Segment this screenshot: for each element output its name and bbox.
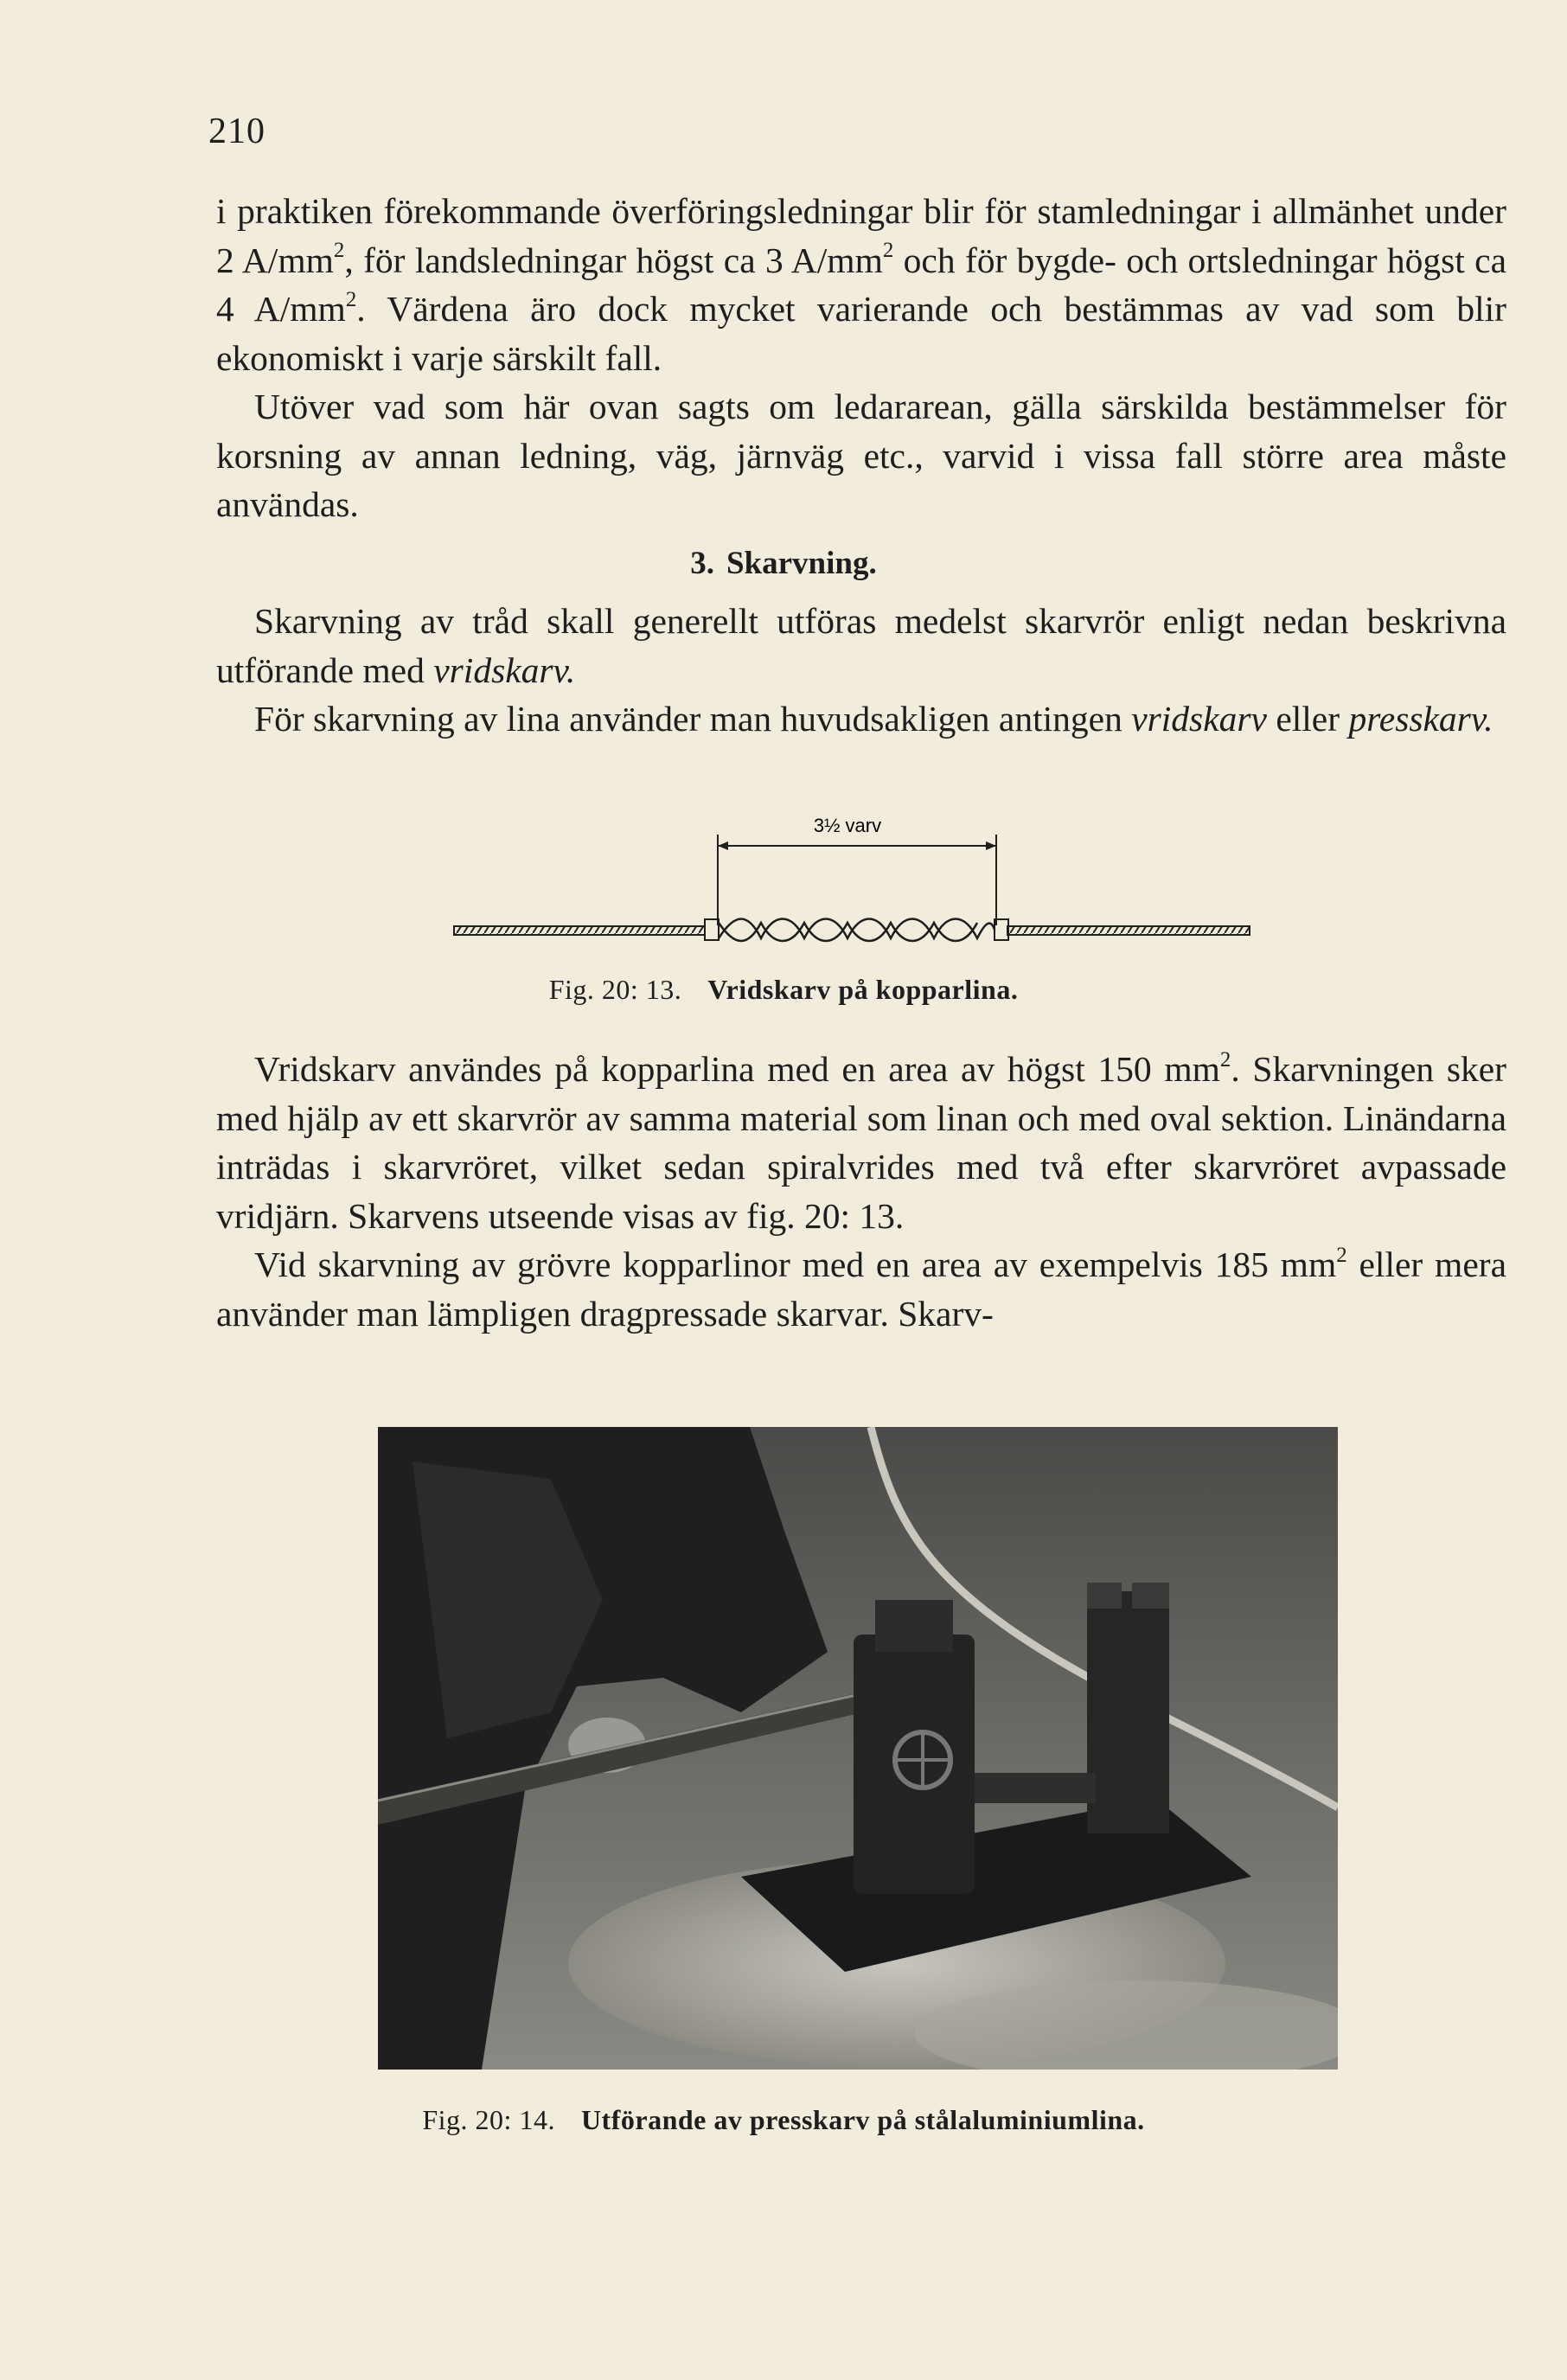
text-block-top — [216, 187, 1506, 529]
superscript: 2 — [882, 239, 894, 263]
figure-2-caption — [0, 2104, 1567, 2136]
italic-term: vridskarv. — [433, 649, 576, 690]
text-block-after-figure — [216, 1045, 1506, 1338]
conductor-right — [1007, 926, 1250, 935]
sleeve-end-left — [705, 919, 719, 940]
section-title: Skarvning. — [726, 546, 877, 581]
superscript: 2 — [1219, 1047, 1231, 1072]
page-number: 210 — [208, 112, 265, 151]
press-splice-photo — [378, 1427, 1338, 2070]
splice-diagram-svg — [450, 809, 1254, 964]
italic-term: vridskarv — [1131, 699, 1267, 739]
photo-illustration — [378, 1427, 1338, 2070]
paragraph: Vid skarvning av grövre kopparlinor med en area av exempelvis 185 $mm^2$ eller mera använder man lämpligen dragpressade skarvar. Skarv- — [216, 1243, 1506, 1334]
superscript: 2 — [345, 287, 357, 311]
superscript: 2 — [333, 239, 345, 263]
paragraph: Utöver vad som här ovan sagts om ledararean, gälla särskilda bestämmelser för korsning av annan ledning, väg, järnväg etc., varvid i vissa fall större area måste användas. — [216, 387, 1506, 524]
press-block — [1087, 1591, 1169, 1833]
text-block-section — [216, 597, 1506, 744]
italic-term: presskarv. — [1348, 699, 1493, 739]
dimension-arrow-right — [986, 841, 996, 850]
paragraph: För skarvning av lina använder man huvudsakligen antingen vridskarv eller presskarv. — [254, 699, 1493, 739]
press-body — [854, 1635, 975, 1894]
caption-number: Fig. 20: 14. — [422, 2104, 555, 2135]
superscript: 2 — [1336, 1243, 1347, 1267]
section-number: 3. — [690, 546, 714, 581]
paragraph: i praktiken förekommande överföringsledningar blir för stamledningar i allmänhet under 2 $A/mm^2$, för landsledningar högst ca 3 $A/mm^2$ och för bygde- och ortsledningar högst ca 4 $A/mm^2$. Värdena äro dock mycket varierande och bestämmas av vad som blir ekonomiskt i varje särskilt fall. — [216, 191, 1507, 378]
caption-title: Utförande av presskarv på stålaluminiumlina. — [580, 2104, 1145, 2135]
section-heading — [0, 545, 1567, 582]
paragraph: Vridskarv användes på kopparlina med en area av högst 150 $mm^2$. Skarvningen sker med hjälp av ett skarvrör av samma material som linan och med oval sektion. Linändarna inträdas i skarvröret, vilket sedan spiralvrides med två efter skarvröret avpassade vridjärn. Skarvens utseende visas av fig. 20: 13. — [216, 1047, 1506, 1236]
conductor-left — [454, 926, 705, 935]
figure-1-caption — [0, 974, 1567, 1006]
caption-number: Fig. 20: 13. — [548, 974, 682, 1005]
caption-title: Vridskarv på kopparlina. — [707, 974, 1019, 1005]
dimension-arrow-left — [718, 841, 728, 850]
splice-diagram — [450, 809, 1254, 964]
paragraph: Skarvning av tråd skall generellt utföras medelst skarvrör enligt nedan beskrivna utförande med vridskarv. — [216, 601, 1506, 690]
dimension-label: 3½ varv — [813, 815, 882, 836]
